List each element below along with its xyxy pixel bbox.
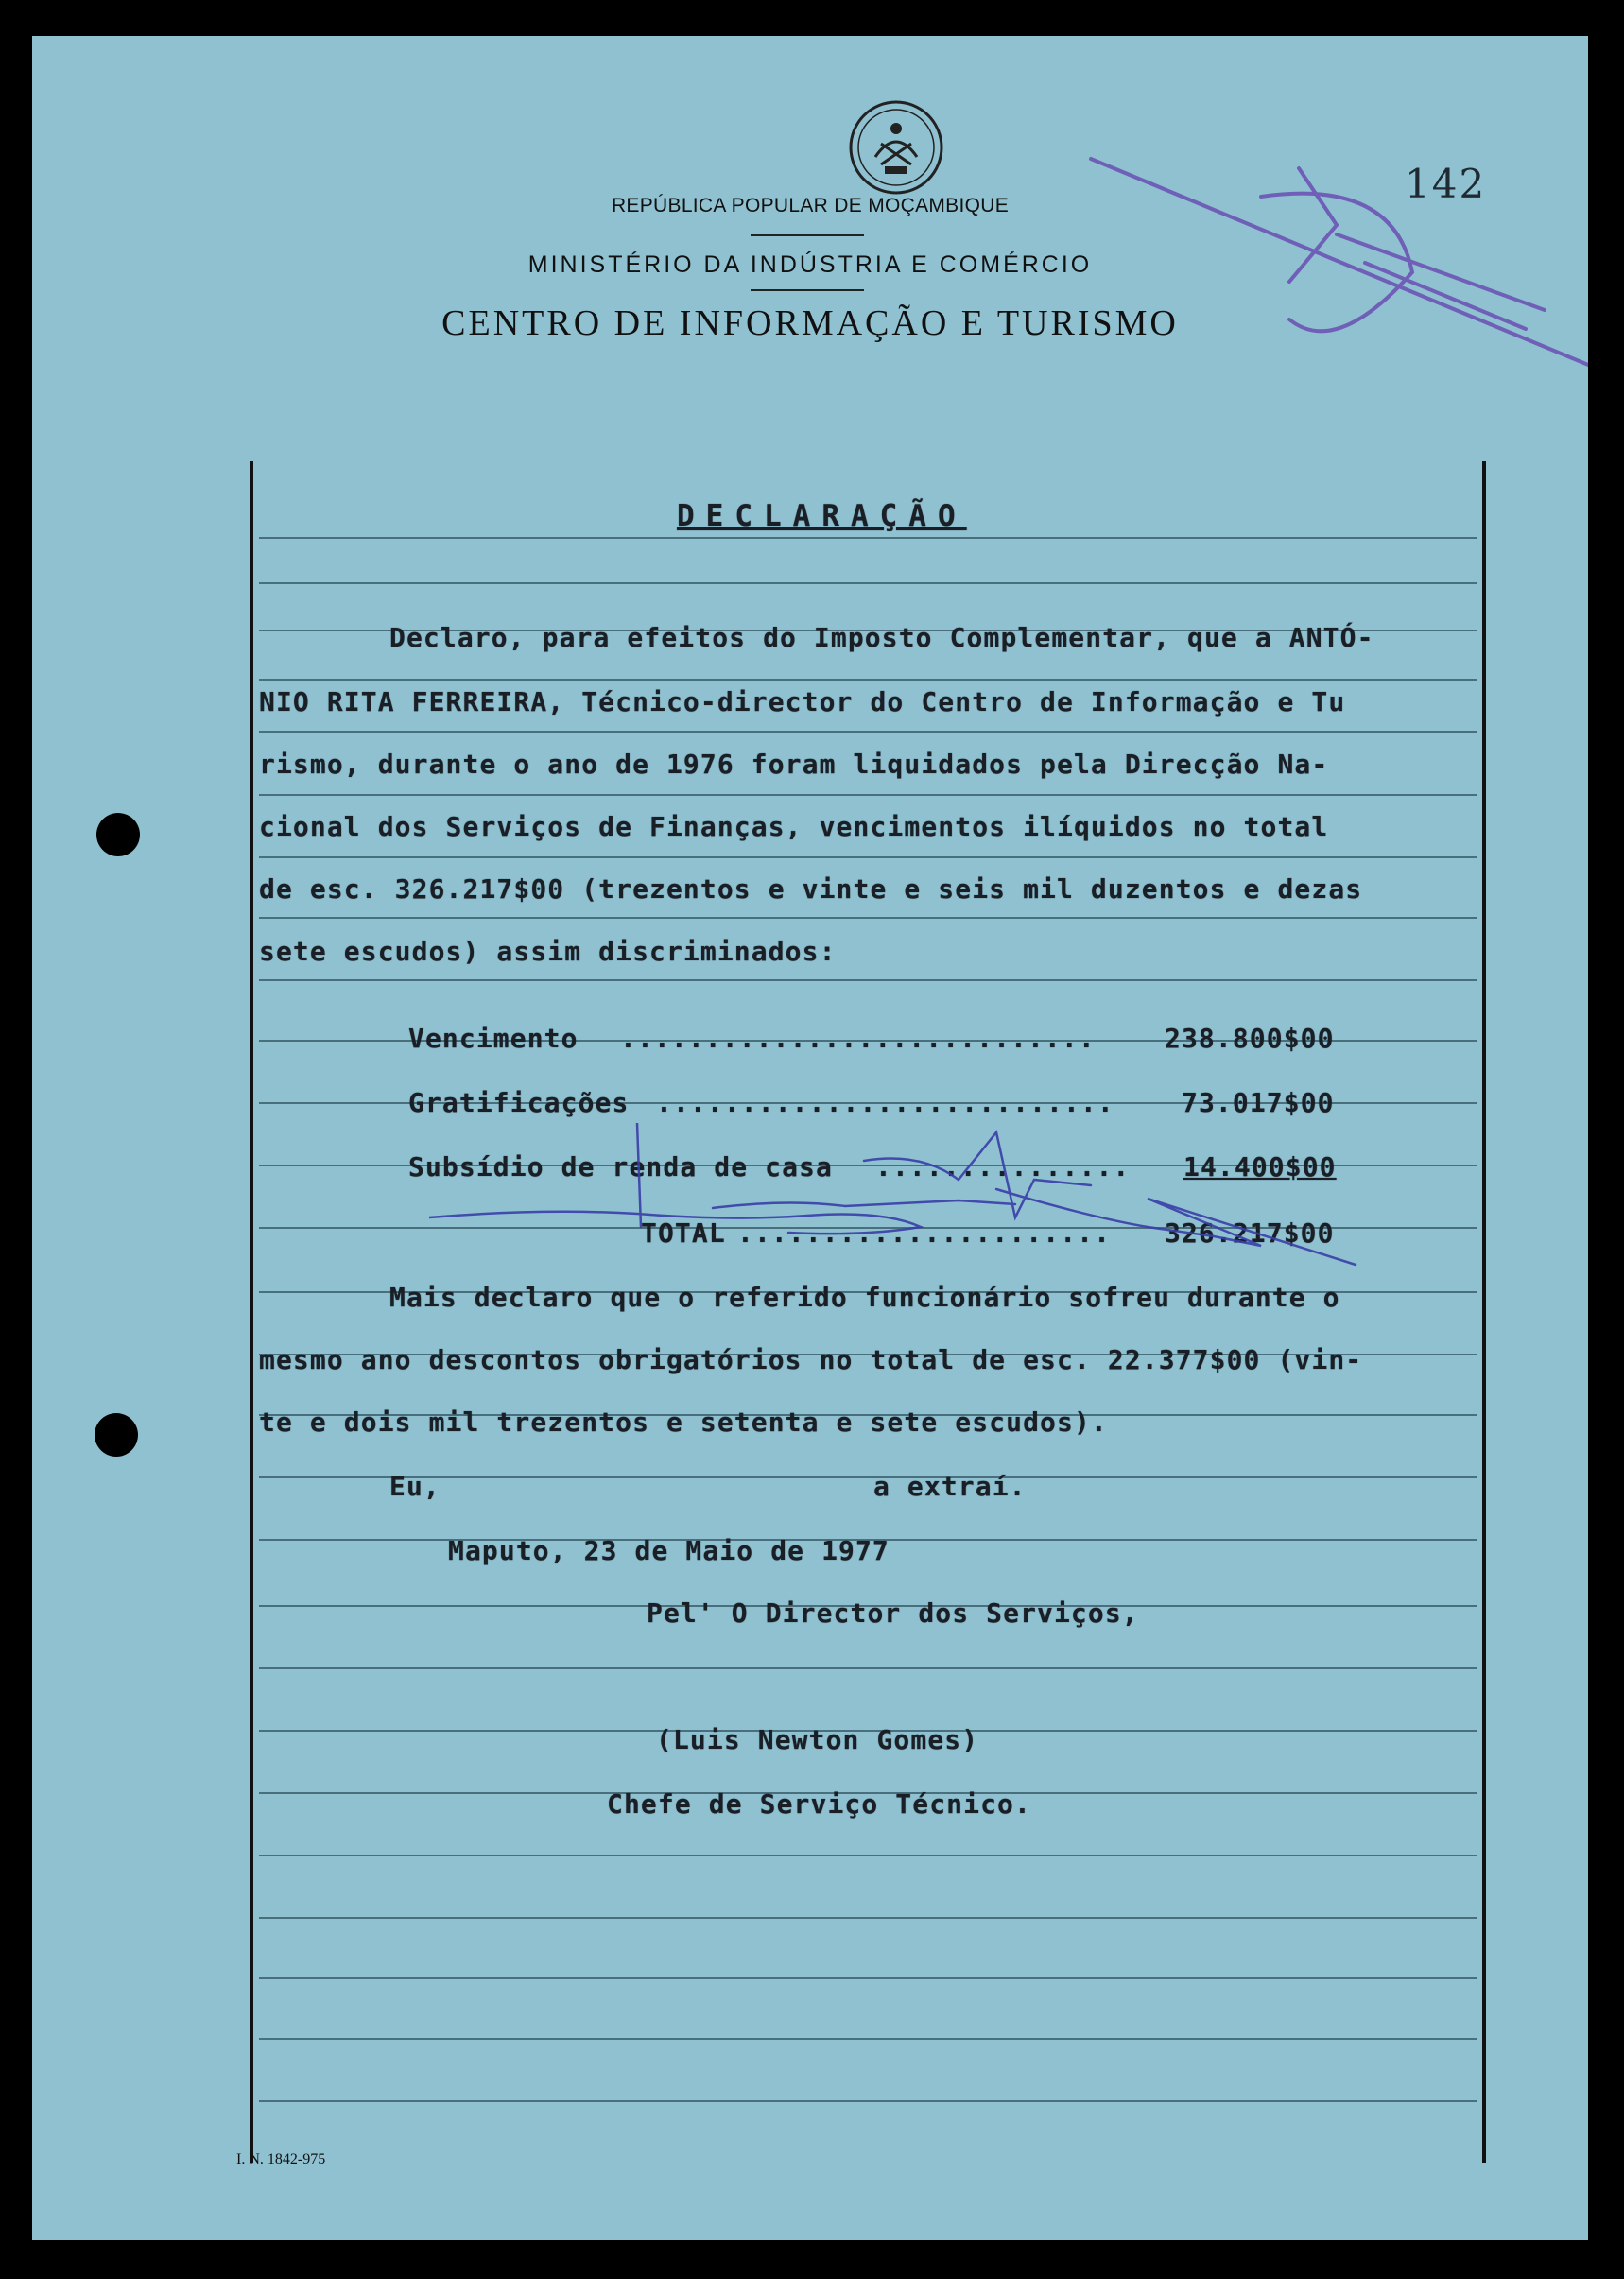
item-dots: ...............	[875, 1151, 1131, 1183]
paragraph-line: Mais declaro que o referido funcionário sofreu durante o	[389, 1282, 1340, 1313]
item-amount: 238.800$00	[1165, 1023, 1335, 1054]
item-label: Gratificações	[408, 1087, 630, 1118]
frame-border	[1482, 461, 1486, 2163]
place-date: Maputo, 23 de Maio de 1977	[448, 1535, 890, 1566]
paragraph-line: cional dos Serviços de Finanças, vencimentos ilíquidos no total	[259, 811, 1329, 842]
document-title: DECLARAÇÃO	[677, 499, 967, 533]
national-emblem-icon	[847, 98, 945, 197]
declaration-frame	[250, 461, 1486, 2163]
signatory-title: Chefe de Serviço Técnico.	[607, 1788, 1031, 1820]
item-amount: 14.400$00	[1183, 1151, 1337, 1183]
paragraph-line: mesmo ano descontos obrigatórios no total de esc. 22.377$00 (vin-	[259, 1344, 1363, 1375]
extrai-text: a extraí.	[873, 1471, 1027, 1502]
paragraph-line: rismo, durante o ano de 1976 foram liquidados pela Direcção Na-	[259, 749, 1329, 780]
paragraph-line: de esc. 326.217$00 (trezentos e vinte e seis mil duzentos e dezas	[259, 873, 1363, 905]
frame-border	[250, 461, 253, 2163]
item-dots: ...........................	[656, 1087, 1114, 1118]
centre-heading: CENTRO DE INFORMAÇÃO E TURISMO	[441, 303, 1179, 343]
item-label: Vencimento	[408, 1023, 579, 1054]
divider	[751, 289, 864, 291]
paragraph-line: sete escudos) assim discriminados:	[259, 936, 837, 967]
signatory-name: (Luis Newton Gomes)	[656, 1724, 979, 1755]
paragraph-line: Declaro, para efeitos do Imposto Complementar, que a ANTÓ-	[389, 622, 1374, 653]
purple-stamp-icon	[1053, 130, 1588, 414]
signature-icon	[429, 1123, 1431, 1274]
republic-heading: REPÚBLICA POPULAR DE MOÇAMBIQUE	[611, 195, 1010, 216]
divider	[751, 234, 864, 236]
item-amount: 73.017$00	[1182, 1087, 1335, 1118]
punch-hole	[96, 813, 140, 856]
signatory-role: Pel' O Director dos Serviços,	[647, 1597, 1139, 1629]
eu-text: Eu,	[389, 1471, 441, 1502]
print-code: I. N. 1842-975	[236, 2151, 326, 2167]
ministry-heading: MINISTÉRIO DA INDÚSTRIA E COMÉRCIO	[527, 251, 1093, 278]
item-dots: ............................	[620, 1023, 1096, 1054]
total-dots: ......................	[737, 1217, 1112, 1249]
paragraph-line: NIO RITA FERREIRA, Técnico-director do Centro de Informação e Tu	[259, 686, 1346, 717]
paragraph-line: te e dois mil trezentos e setenta e sete escudos).	[259, 1407, 1108, 1438]
punch-hole	[95, 1413, 138, 1457]
item-label: Subsídio de renda de casa	[408, 1151, 833, 1183]
total-label: TOTAL	[641, 1217, 726, 1249]
document-page	[32, 36, 1588, 2240]
total-amount: 326.217$00	[1165, 1217, 1335, 1249]
page-number: 142	[1405, 161, 1487, 207]
